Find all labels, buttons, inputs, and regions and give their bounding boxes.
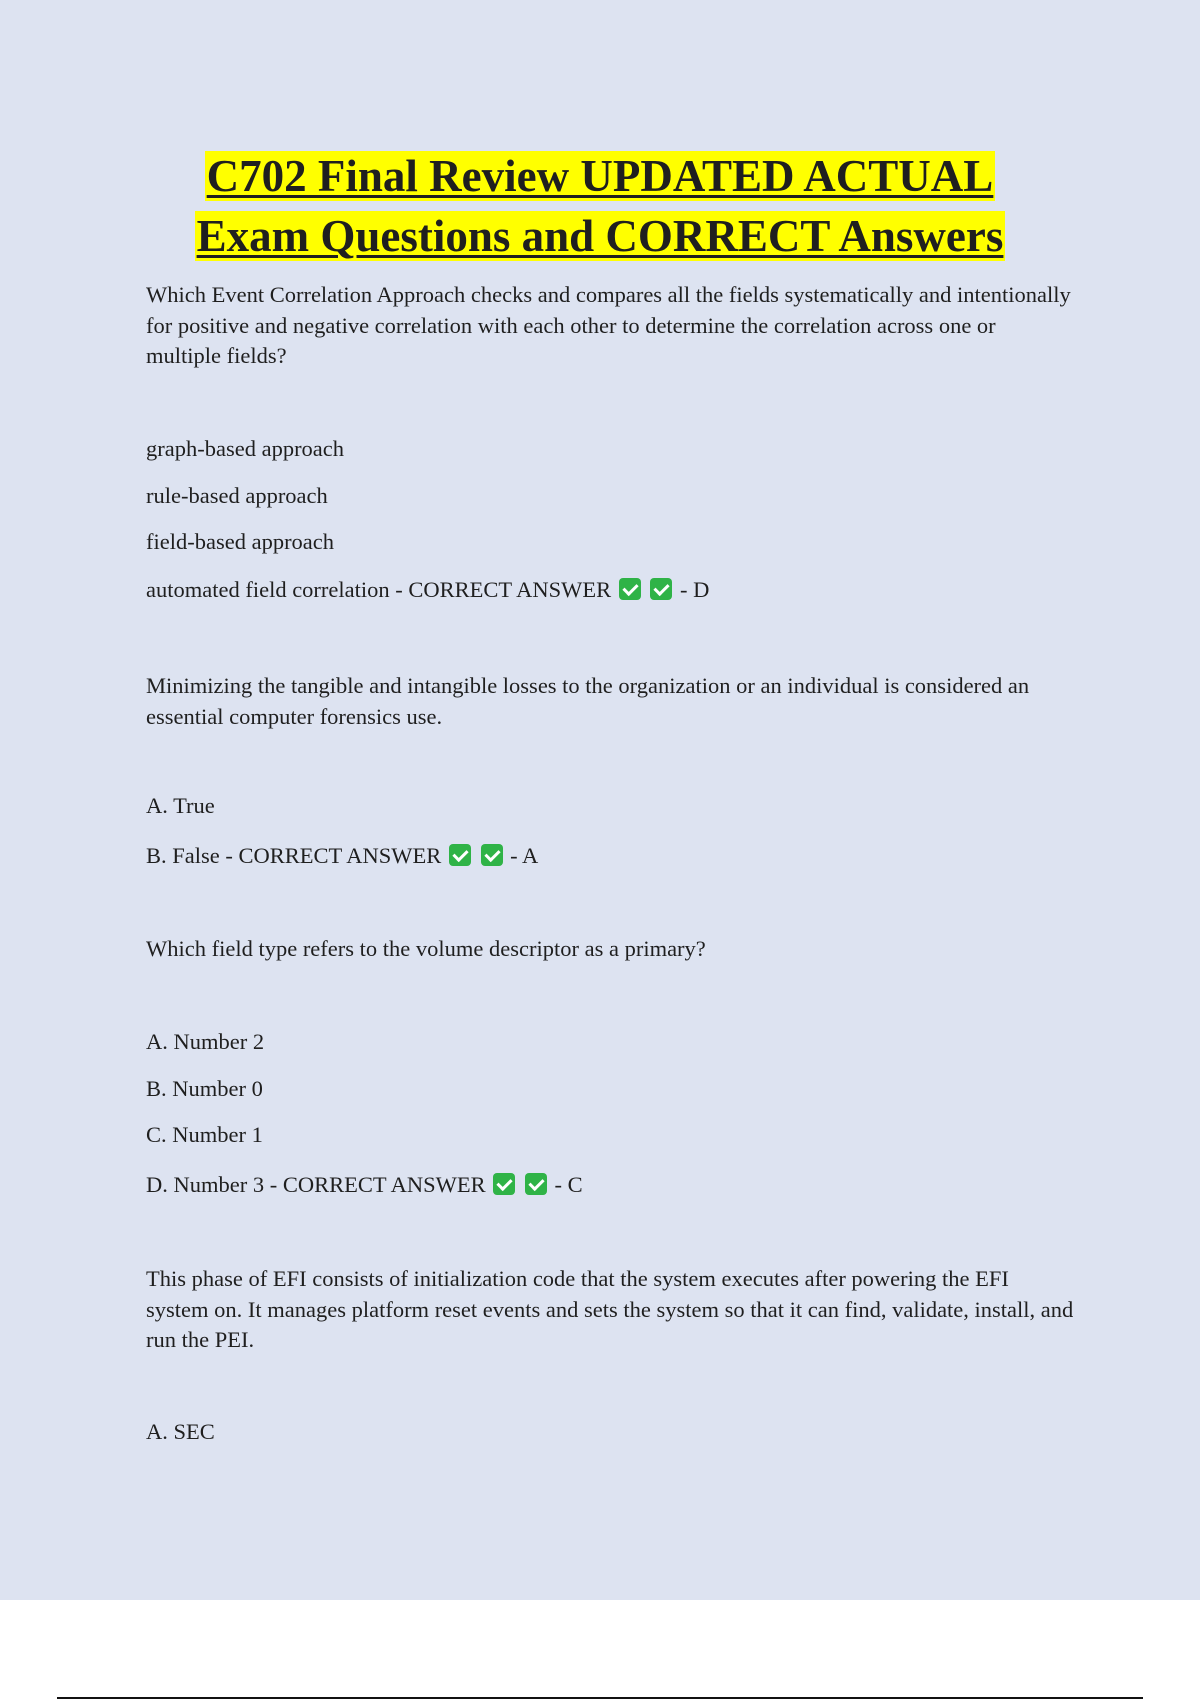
question-3-answer: - C — [554, 1172, 583, 1197]
question-1-option-4 — [146, 575, 709, 605]
green-check-icon — [481, 844, 503, 866]
question-3-last-option: D. Number 3 - CORRECT ANSWER — [146, 1172, 486, 1197]
question-4-text: This phase of EFI consists of initialization code that the system executes after powering the EFI system on. It manages platform reset events and sets the system so that it can find, validate, install, and run the PEI. — [146, 1266, 1074, 1352]
question-3-text: Which field type refers to the volume descriptor as a primary? — [146, 936, 706, 961]
green-check-icon — [619, 578, 641, 600]
question-1-option-3: field-based approach — [146, 529, 335, 554]
green-check-icon — [493, 1173, 515, 1195]
document-title — [0, 146, 1200, 266]
question-2-text: Minimizing the tangible and intangible losses to the organization or an individual is considered an essential computer forensics use. — [146, 673, 1030, 729]
question-1-option-1: graph-based approach — [146, 436, 345, 461]
title-line-2: Exam Questions and CORRECT Answers — [196, 211, 1004, 261]
title-line-1: C702 Final Review UPDATED ACTUAL — [206, 151, 994, 201]
question-3-option-4 — [146, 1170, 583, 1200]
question-4-option-1: A. SEC — [146, 1419, 215, 1444]
question-1-answer: - D — [680, 577, 710, 602]
question-1-last-option: automated field correlation - CORRECT ANSWER — [146, 577, 612, 602]
green-check-icon — [449, 844, 471, 866]
question-2-option-2 — [146, 841, 538, 871]
question-3-option-3: C. Number 1 — [146, 1122, 263, 1147]
question-3-option-2: B. Number 0 — [146, 1076, 263, 1101]
green-check-icon — [525, 1173, 547, 1195]
footer-divider — [57, 1697, 1143, 1699]
question-1-text: Which Event Correlation Approach checks and compares all the fields systematically and intentionally for positive and negative correlation with each other to determine the correlation across one or multiple fields? — [146, 282, 1071, 368]
green-check-icon — [650, 578, 672, 600]
question-2-last-option: B. False - CORRECT ANSWER — [146, 843, 442, 868]
question-1-option-2: rule-based approach — [146, 483, 328, 508]
question-2-option-1: A. True — [146, 793, 215, 818]
question-3-option-1: A. Number 2 — [146, 1029, 265, 1054]
question-2-answer: - A — [510, 843, 539, 868]
